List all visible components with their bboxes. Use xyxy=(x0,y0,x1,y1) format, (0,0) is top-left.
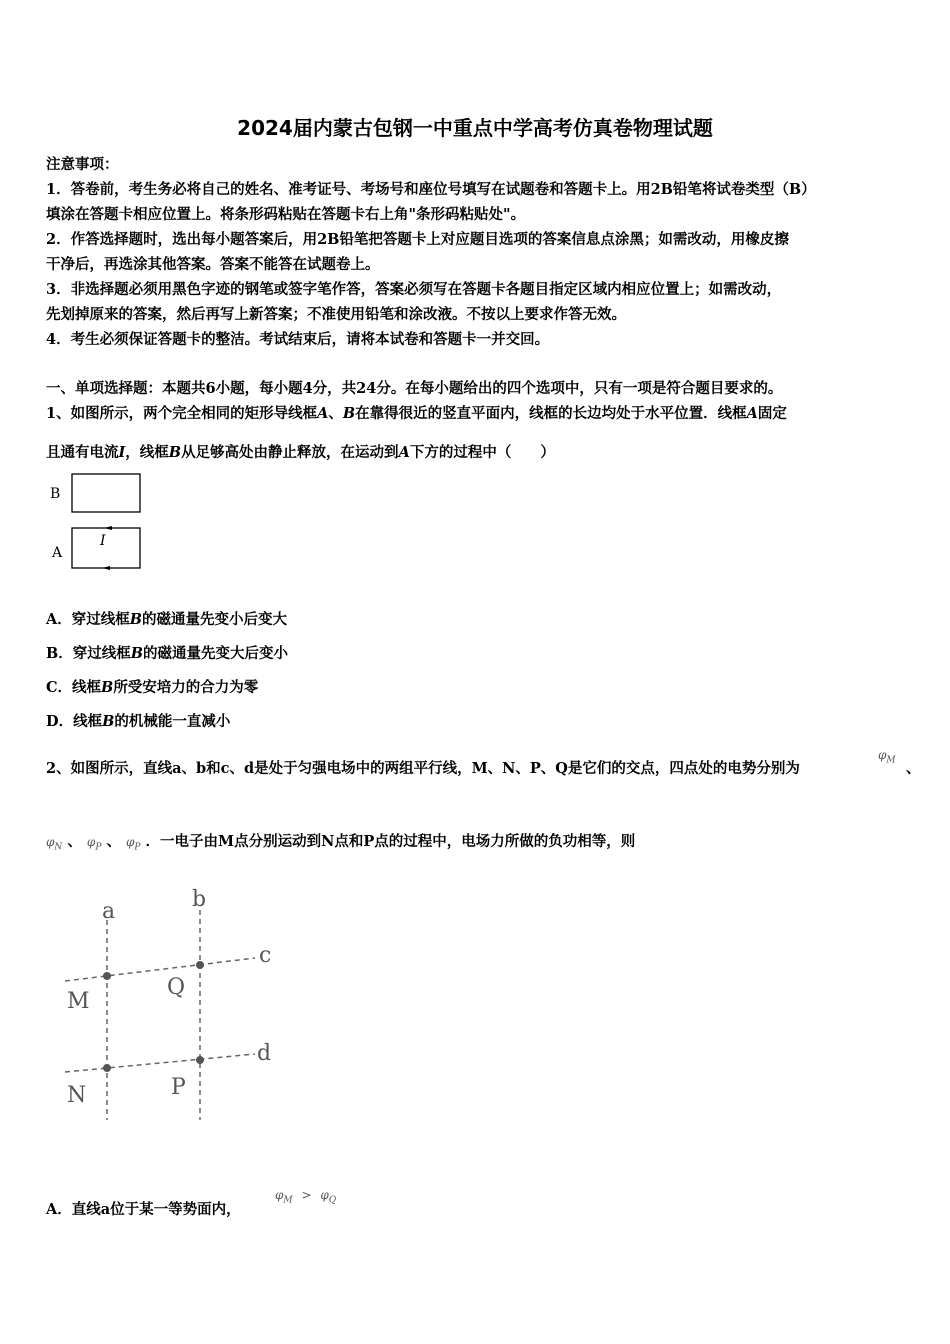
option-label: B．穿过线框 xyxy=(46,645,131,662)
phi-sub: P xyxy=(95,842,102,853)
point-n xyxy=(103,1064,111,1072)
q1-text: 从足够高处由静止释放，在运动到 xyxy=(181,444,399,461)
line-d xyxy=(65,1054,255,1072)
current-arrow-bottom-icon xyxy=(102,566,110,570)
current-arrow-top-icon xyxy=(104,526,112,530)
phi-sub: Q xyxy=(328,1195,337,1206)
q1-option-d[interactable] xyxy=(46,710,230,731)
section-heading: 一、单项选择题：本题共6小题，每小题4分，共24分。在每小题给出的四个选项中，只有一项是符合题目要求的。 xyxy=(46,380,783,397)
phi-p-symbol xyxy=(86,835,102,853)
frame-b-label: B xyxy=(50,486,61,502)
phi-sub: M xyxy=(886,755,896,766)
page-title: 2024届内蒙古包钢一中重点中学高考仿真卷物理试题 xyxy=(237,116,713,140)
phi-sub: P xyxy=(134,842,141,853)
label-c: c xyxy=(259,943,272,968)
phi-n-symbol xyxy=(46,835,63,853)
q1-option-b[interactable] xyxy=(46,642,288,663)
q2-separator: 、 xyxy=(906,760,921,777)
q2-figure xyxy=(55,880,295,1130)
option-label: C．线框 xyxy=(46,679,102,696)
option-label: D．线框 xyxy=(46,713,103,730)
phi-glyph: φ xyxy=(275,1188,284,1202)
phi-sub: N xyxy=(54,842,63,853)
q1-var: A xyxy=(317,405,329,422)
option-var: B xyxy=(102,713,115,730)
phi-glyph: φ xyxy=(126,835,135,849)
point-m xyxy=(103,972,111,980)
label-q: Q xyxy=(167,975,186,1000)
inequality-operator: > xyxy=(301,1188,312,1202)
notice-line: 4．考生必须保证答题卡的整洁。考试结束后，请将本试卷和答题卡一并交回。 xyxy=(46,331,550,348)
option-text: 的磁通量先变小后变大 xyxy=(142,611,288,628)
frame-a-label: A xyxy=(52,545,63,561)
phi-inequality xyxy=(275,1188,336,1205)
label-p: P xyxy=(171,1075,186,1100)
point-q xyxy=(196,961,204,969)
notice-heading: 注意事项： xyxy=(46,156,119,173)
phi-glyph: φ xyxy=(86,835,96,849)
option-text: 的机械能一直减小 xyxy=(114,713,231,730)
option-var: B xyxy=(130,645,144,662)
q1-option-a[interactable] xyxy=(46,608,287,629)
option-text: A．直线a位于某一等势面内， xyxy=(46,1201,241,1218)
q1-var: A xyxy=(398,444,410,461)
notice-line: 填涂在答题卡相应位置上。将条形码粘贴在答题卡右上角"条形码粘贴处"。 xyxy=(46,206,526,223)
label-b: b xyxy=(192,887,207,912)
q2-text: 2、如图所示，直线a、b和c、d是处于匀强电场中的两组平行线，M、N、P、Q是它们的交点，四点处的电势分别为 xyxy=(46,760,800,777)
q1-figure xyxy=(40,468,150,578)
label-d: d xyxy=(257,1041,272,1066)
q2-separator: 、 xyxy=(67,833,82,850)
q1-text: 且通有电流 xyxy=(46,444,119,461)
q1-stem-line2 xyxy=(46,441,555,462)
option-text: 的磁通量先变大后变小 xyxy=(143,645,289,662)
phi-glyph: φ xyxy=(46,835,55,849)
q1-option-c[interactable] xyxy=(46,676,258,697)
frame-b xyxy=(72,474,140,512)
q1-var: B xyxy=(342,405,356,422)
q1-text: 在靠得很近的竖直平面内，线框的长边均处于水平位置．线框 xyxy=(355,405,747,422)
q2-separator: 、 xyxy=(106,833,121,850)
notice-line: 干净后，再选涂其他答案。答案不能答在试题卷上。 xyxy=(46,256,380,273)
q1-stem-line1 xyxy=(46,402,787,423)
phi-glyph: φ xyxy=(320,1188,329,1202)
current-label: I xyxy=(100,533,106,549)
q1-text: 下方的过程中（ ） xyxy=(409,444,555,461)
q1-var: B xyxy=(168,444,182,461)
label-m: M xyxy=(67,989,90,1014)
phi-m-symbol xyxy=(878,748,896,765)
option-var: B xyxy=(129,611,143,628)
q1-text: 1、如图所示，两个完全相同的矩形导线框 xyxy=(46,405,318,422)
frame-a xyxy=(72,528,140,568)
label-a: a xyxy=(102,899,116,924)
notice-line: 2．作答选择题时，选出每小题答案后，用2B铅笔把答题卡上对应题目选项的答案信息点涂黑；如需改动，用橡皮擦 xyxy=(46,231,789,248)
q1-var: A xyxy=(746,405,758,422)
notice-line: 3．非选择题必须用黑色字迹的钢笔或签字笔作答，答案必须写在答题卡各题目指定区域内相应位置上；如需改动， xyxy=(46,281,782,298)
label-n: N xyxy=(67,1083,87,1108)
point-p xyxy=(196,1056,204,1064)
notice-line: 先划掉原来的答案，然后再写上新答案；不准使用铅笔和涂改液。不按以上要求作答无效。 xyxy=(46,306,626,323)
q2-option-a[interactable] xyxy=(46,1198,241,1219)
q1-var: I xyxy=(118,444,126,461)
q1-text: 、 xyxy=(328,405,343,422)
notice-line: 1．答卷前，考生务必将自己的姓名、准考证号、考场号和座位号填写在试题卷和答题卡上。用2B铅笔将试卷类型（B） xyxy=(46,181,816,198)
q1-text: 固定 xyxy=(757,405,787,422)
line-c xyxy=(65,958,255,981)
q1-text: ，线框 xyxy=(125,444,169,461)
q2-stem-line2 xyxy=(46,830,635,852)
option-label: A．穿过线框 xyxy=(46,611,130,628)
phi-sub: M xyxy=(283,1195,293,1206)
phi-p-symbol xyxy=(126,835,141,853)
phi-glyph: φ xyxy=(878,748,887,762)
q2-text: ．一电子由M点分别运动到N点和P点的过程中，电场力所做的负功相等，则 xyxy=(145,833,636,850)
option-text: 所受安培力的合力为零 xyxy=(113,679,259,696)
option-var: B xyxy=(101,679,114,696)
q2-stem-line1 xyxy=(46,757,800,778)
